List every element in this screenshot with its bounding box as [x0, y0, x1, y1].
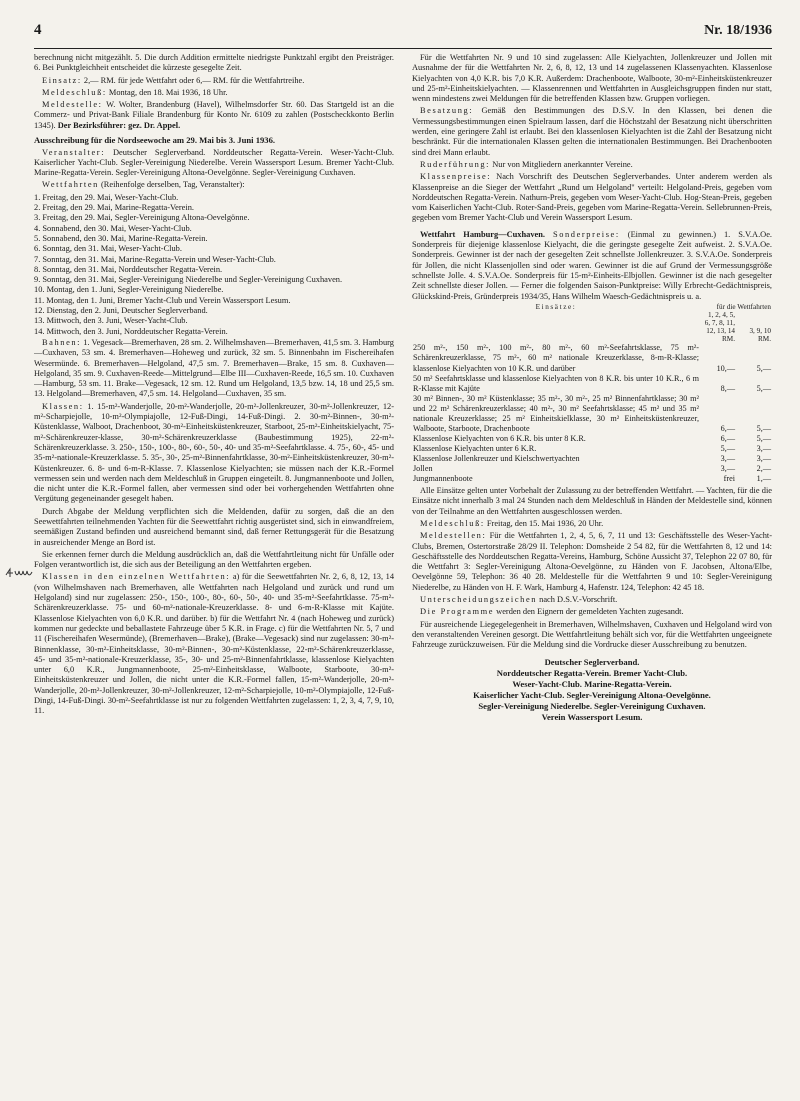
list-item: 6. Sonntag, den 31. Mai, Weser-Yacht-Club. — [34, 244, 182, 254]
einsatz-text: 2,— RM. für jede Wettfahrt oder 6,— RM. für die Wettfahrtreihe. — [83, 75, 305, 85]
issue-number: Nr. 18/1936 — [704, 23, 772, 38]
meldestelle-text: W. Wolter, Brandenburg (Havel), Wilhelmsdorfer Str. 60. Das Startgeld ist an die Commerz- und Privat-Bank Filiale Brandenburg für Konto Nr. 6109 zu zahlen (Postscheckkonto Berlin 1345). — [34, 100, 394, 130]
left-column — [34, 53, 394, 724]
bahnen-text: 1. Vegesack—Bremerhaven, 28 sm. 2. Wilhelmshaven—Bremerhaven, 41,5 sm. 3. Hamburg—Cuxhaven, 53 sm. 4. Bremerhaven—Hoheweg und zurück, 32 sm. 5. Binnenbahn im Fischereihafen Wesermünde. 6. Bremerhaven—Helgoland, 47,5 sm. 7. Bremerhaven—Brake, 15 sm. 8. Cuxhaven—Helgoland, 35 sm. 9. Cuxhaven-Reede—Mittelgrund—Elbe III—Cuxhaven-Reede, 16,5 sm. 10. Cuxhaven—Hamburg, 53 sm. 11. Brake—Vegesack, 12 sm. 12. Rund um Helgoland, 13,5 bzw. 14, 18 und 25,5 sm. 13. Helgoland—Bremerhaven, 47,5 sm. 14. Helgoland—Cuxhaven, 35 sm. — [34, 337, 394, 399]
hamburg-cuxhaven-title: Wettfahrt Hamburg—Cuxhaven. — [420, 229, 545, 239]
list-item: 5. Sonnabend, den 30. Mai, Marine-Regatta-Verein. — [34, 233, 208, 243]
bahnen-label: Bahnen: — [42, 337, 82, 347]
klassen-label: Klassen: — [42, 401, 84, 411]
klassen-wettfahrten-text: a) für die Seewettfahrten Nr. 2, 6, 8, 12, 13, 14 (von Wilhelmshaven nach Bremerhaven, alle Wettfahrten nach Helgoland und zurück und rund um Helgoland) sind nur zugelassen: 250-, 150-, 100-, 80-, 60-, 50-, 40- und 35-m²-Seefahrtklasse. 75-m²-Schärenkreuzerklasse. 75- und 60-m²-nationale-Kreuzerklasse. 8- und 6-m-R-Klasse mit Kajüte. Klassenlose Kielyachten von 6,0 K.R. und darüber. b) für die Wettfahrt Nr. 4 (nach Hoheweg und zurück) kommen nur gedeckte und beballastete Fahrzeuge über 5 K.R. in Frage. c) für die Wettfahrten Nr. 5, 7 und 11 (Fischereihafen Wesermünde), (Bremerhaven—Brake), (Brake—Vegesack) sind nur zugelassen: 30-m²-Binnenklasse, 30-m²-Einheitsklasse, 30-m²-Binnen-, 30-m²-Küstenklasse, 22-m²-Schärenkreuzerklasse, 45- und 35-m²-nationale-Kreuzerklasse, 35-, 30- und 25-m²-Binnenfahrtklasse, klassenlose Kielyachten unter 6,0 K.R., Jungmannenboote, 25-m²-Einheitsklasse, Walboote, Starboote, 30-m²-Einheitsküstenkreuzer und Jollen, die nicht unter die K.R.-Formel fallen, 15-m²-Wanderjolle, 20-m²-Wanderjolle, 20-m²-Jollenkreuzer, 30-m²-Jollenkreuzer, 12-m²-Scharpiejolle, 10-m²-Olympiajolle, 12-Fuß-Dingi, 14-Fuß-Dingi. 30-m²-Seefahrtklasse ist nur zu folgenden Wettfahrten zugelassen: 1, 2, 3, 4, 7, 9, 10, 11. — [34, 572, 394, 716]
meldeschluss-label: Meldeschluß: — [420, 518, 485, 528]
unterscheidungszeichen-text: nach D.S.V.-Vorschrift. — [539, 595, 618, 605]
meldestellen-label: Meldestellen: — [420, 531, 487, 541]
wettfahrten-note: (Reihenfolge derselben, Tag, Veranstalter): — [101, 180, 245, 190]
einsatz-paragraph — [34, 76, 394, 86]
signature-line: Segler-Vereinigung Niederelbe. Segler-Vereinigung Cuxhaven. — [478, 701, 706, 712]
einsaetze-table — [412, 304, 772, 484]
einsatz-label: Einsatz: — [42, 75, 82, 85]
list-item: 14. Mittwoch, den 3. Juni, Norddeutscher Regatta-Verein. — [34, 326, 228, 336]
einsaetze-label: Einsätze: — [535, 302, 577, 311]
wettfahrten-label: Wettfahrten — [42, 180, 99, 190]
table-row: Klassenlose Kielyachten von 6 K.R. bis unter 8 K.R. 6,— 5,— — [413, 433, 771, 443]
ruderfuehrung-text: Nur von Mitgliedern anerkannter Vereine. — [492, 159, 633, 169]
right-column — [412, 53, 772, 724]
list-item: 9. Sonntag, den 31. Mai, Segler-Vereinigung Niederelbe und Segler-Vereinigung Cuxhaven. — [34, 275, 343, 285]
list-item: 3. Freitag, den 29. Mai, Segler-Vereinigung Altona-Oevelgönne. — [34, 213, 250, 223]
haftung-paragraph: Sie erkennen ferner durch die Meldung ausdrücklich an, daß die Wettfahrtleitung nicht für Unfälle oder Folgen verantwortlich ist, die sich aus der Beteiligung an den Wettfahrten ergeben. — [34, 549, 394, 570]
programme-paragraph — [412, 607, 772, 617]
signature-line: Norddeutscher Regatta-Verein. Bremer Yacht-Club. — [496, 667, 688, 678]
handwritten-margin-mark — [4, 567, 34, 579]
meldestellen-text: Für die Wettfahrten 1, 2, 4, 5, 6, 7, 11 und 13: Geschäftsstelle des Weser-Yacht-Clubs, Bremen, Ostertorstraße 28/29 II. Telephon: Domsheide 2 54 82, für die Wettfahrten 8, 12 und 14: Geschäftsstelle des Norddeutschen Regatta-Vereins, Hamburg, Schöne Aussicht 37, Telephon 22 07 80, für die Wettfahrt 3: Segler-Vereinigung Altona-Oevelgönne, zu Händen von F. Jacobsen, Altona/Elbe, Oevelgönne 59, Telephon: 36 40 28. Meldestelle für die Wettfahrten 9 und 10: Segler-Vereinigung Niederelbe, zu Händen von H. F. Wark, Hamburg 4, Hafenstr. 124, Telephon: 42 45 18. — [412, 531, 772, 592]
fee-head-a: 1, 2, 4, 5, 6, 7, 8, 11, 12, 13, 14 — [704, 310, 735, 335]
meldeschluss-text: Freitag, den 15. Mai 1936, 20 Uhr. — [486, 518, 604, 528]
list-item: 10. Montag, den 1. Juni, Segler-Vereinigung Niederelbe. — [34, 285, 224, 295]
sonderpreise-label: Sonderpreise: — [552, 229, 620, 239]
besatzung-label: Besatzung: — [420, 106, 474, 116]
programme-text: werden den Eignern der gemeldeten Yachten zugesandt. — [496, 607, 684, 617]
unterscheidungszeichen-paragraph — [412, 595, 772, 605]
besatzung-text: Gemäß den Bestimmungen des D.S.V. In den Klassen, bei denen die Vermessungsbestimmungen einen Spielraum lassen, darf die Höchstzahl der Besatzung nicht überschritten werden, eine geringere Zahl ist erlaubt. Bei den klassenlosen Kielyachten ist die Zahl der Besatzung nicht beschränkt. Für die internationalen Klassen gelten die internationalen Bestimmungen. Bei Drachenbooten sind drei Mann erlaubt. — [412, 106, 772, 157]
table-row: 50 m² Seefahrtsklasse und klassenlose Kielyachten von 8 K.R. bis unter 10 K.R., 6 m R-Klasse mit Kajüte 8,— 5,— — [413, 373, 771, 393]
zulassung-paragraph: Für die Wettfahrten Nr. 9 und 10 sind zugelassen: Alle Kielyachten, Jollenkreuzer und Jollen mit Ausnahme der für die Wettfahrten Nr. 2, 6, 8, 12, 13 und 14 zugelassenen Klassenyachten. Klassenlose Kielyachten von 4,0 K.R. bis 7,0 K.R. Außerdem: Drachenboote, Walboote, 30-m²-Einheitsküstenkreuzer und 25-m²-Einheitskielyachten. — Klassenrennen und Wettfahrten in Ausgleichsgruppen finden nur statt, wenn mindestens zwei Meldungen für die betreffenden Klassen bzw. Gruppen vorliegen. — [412, 53, 772, 104]
signature-line: Kaiserlicher Yacht-Club. Segler-Vereinigung Altona-Oevelgönne. — [473, 690, 711, 701]
table-row: Jungmannenboote frei 1,— — [413, 474, 771, 484]
intro-text: berechnung nicht mitgezählt. 5. Die durch Addition ermittelte niedrigste Punktzahl ergibt den Preisträger. 6. Bei Punktgleichheit entscheidet die kürzeste gesegelte Zeit. — [34, 53, 394, 73]
meldung-paragraph: Durch Abgabe der Meldung verpflichten sich die Meldenden, dafür zu sorgen, daß die an den Seewettfahrten teilnehmenden Yachten für die Seewettfahrt richtig ausgerüstet sind, sich in einwandfreiem, seemäßigen Zustand befinden und ausreichend bemannt sind, daß ferner Rettungsgerät für die Besatzung in ausreichender Menge an Bord ist. — [34, 506, 394, 547]
klassenpreise-text: Nach Vorschrift des Deutschen Seglerverbandes. Unter anderem werden als Klassenpreise an die Sieger der Wettfahrt „Rund um Helgoland" verteilt: Helgoland-Preis, gegeben vom Norddeutschen Regatta-Verein. Nathurn-Preis, gegeben vom Weser-Yacht-Club. Hog-Stean-Preis, gegeben vom Kaiserlichen Yacht-Club. Roter-Sand-Preis, gegeben vom Marine-Regatta-Verein. Sellebrunnen-Preis, gegeben vom Bremer Yacht-Club und Verein Wassersport Lesum. — [412, 172, 772, 223]
table-row: 250 m²-, 150 m²-, 100 m²-, 80 m²-, 60 m²-Seefahrtsklasse, 75 m²-Schärenkreuzerklasse, 75 m²-, 60 m² nationale Kreuzerklasse, 8-m-R-Klasse; klassenlose Kielyachten von 10 K.R. und darüber 10,— 5,— — [413, 343, 771, 373]
klassen-wettfahrten-paragraph — [34, 572, 394, 716]
veranstalter-paragraph — [34, 148, 394, 179]
programme-label: Die Programme — [420, 607, 495, 617]
vorbehalt-paragraph: Alle Einsätze gelten unter Vorbehalt der Zulassung zu der betreffenden Wettfahrt. — Yachten, für die die Einsätze nicht innerhalb 3 mal 24 Stunden nach dem Meldeschluß in Händen der Meldestelle sind, können von der Teilnahme an den Wettfahrten ausgeschlossen werden. — [412, 486, 772, 516]
list-item: 7. Sonntag, den 31. Mai, Marine-Regatta-Verein und Weser-Yacht-Club. — [34, 254, 276, 264]
klassenpreise-paragraph — [412, 172, 772, 223]
bezirksfuehrer: Der Bezirksführer: gez. Dr. Appel. — [57, 120, 181, 130]
ruderfuehrung-label: Ruderführung: — [420, 159, 491, 169]
liegegelegenheit-paragraph: Für ausreichende Liegegelegenheit in Bremerhaven, Wilhelmshaven, Cuxhaven und Helgoland wird von den veranstaltenden Vereinen gesorgt. Die Wettfahrtleitung behält sich vor, für die Wettfahrten ungeeignete Fahrzeuge zurückzuweisen. Für die Meldung sind die Vordrucke dieser Ausschreibung zu benutzen. — [412, 619, 772, 650]
meldestelle-paragraph — [34, 100, 394, 131]
list-item: 11. Montag, den 1. Juni, Bremer Yacht-Club und Verein Wassersport Lesum. — [34, 295, 291, 305]
page-number: 4 — [34, 22, 42, 38]
fee-head-unit-b: RM. — [758, 334, 771, 343]
list-item: 13. Mittwoch, den 3. Juni, Weser-Yacht-Club. — [34, 316, 188, 326]
ruderfuehrung-paragraph — [412, 160, 772, 170]
table-row: Klassenlose Jollenkreuzer und Kielschwertyachten 3,— 3,— — [413, 453, 771, 463]
wettfahrten-heading — [34, 180, 394, 190]
klassen-wettfahrten-label: Klassen in den einzelnen Wettfahrten: — [42, 572, 231, 582]
list-item: 4. Sonnabend, den 30. Mai, Weser-Yacht-Club. — [34, 223, 192, 233]
fee-head-b: 3, 9, 10 — [749, 326, 771, 335]
table-row: Jollen 3,— 2,— — [413, 464, 771, 473]
signature-line: Deutscher Seglerverband. — [544, 656, 640, 667]
veranstalter-label: Veranstalter: — [42, 147, 106, 157]
fee-head-right: für die Wettfahrten — [716, 302, 771, 311]
meldestellen-paragraph — [412, 531, 772, 593]
signature-block — [412, 657, 772, 724]
wettfahrten-list — [34, 193, 394, 337]
meldeschluss-paragraph — [412, 519, 772, 529]
list-item: 2. Freitag, den 29. Mai, Marine-Regatta-Verein. — [34, 203, 195, 213]
table-row: Klassenlose Kielyachten unter 6 K.R. 5,— 3,— — [413, 443, 771, 453]
hamburg-cuxhaven-paragraph — [412, 230, 772, 302]
bahnen-paragraph — [34, 338, 394, 400]
header-rule — [34, 48, 772, 49]
signature-line: Weser-Yacht-Club. Marine-Regatta-Verein. — [512, 678, 672, 689]
meldeschluss-text: Montag, den 18. Mai 1936, 18 Uhr. — [108, 87, 228, 97]
list-item: 12. Dienstag, den 2. Juni, Deutscher Seglerverband. — [34, 306, 208, 316]
meldeschluss-label: Meldeschluß: — [42, 87, 107, 97]
section-title: Ausschreibung für die Nordseewoche am 29. Mai bis 3. Juni 1936. — [34, 135, 276, 146]
list-item: 8. Sonntag, den 31. Mai, Norddeutscher Regatta-Verein. — [34, 264, 223, 274]
table-row: 30 m² Binnen-, 30 m² Küstenklasse; 35 m²-, 30 m²-, 25 m² Binnenfahrtklasse; 30 m² und 22 m² Schärenkreuzerklasse; 40 m²-, 30 m² Seefahrtsklasse; 45 m² und 35 m² nationale Kreuzerklasse; 25 m² Einheitskielklasse, 30 m² Einheitsküstenkreuzer, Walboote, Starboote, Drachenboote 6,— 5,— — [413, 393, 771, 433]
meldeschluss-paragraph — [34, 88, 394, 98]
veranstalter-text: Deutscher Seglerverband. Norddeutscher Regatta-Verein. Weser-Yacht-Club. Kaiserlicher Yacht-Club. Segler-Vereinigung Niederelbe. Verein Wassersport Lesum. Bremer Yacht-Club. Marine-Regatta-Verein. Segler-Vereinigung Altona-Oevelgönne. Segler-Vereinigung Cuxhaven. — [34, 147, 394, 178]
klassen-paragraph — [34, 402, 394, 505]
signature-line: Verein Wassersport Lesum. — [541, 712, 643, 723]
list-item: 1. Freitag, den 29. Mai, Weser-Yacht-Club. — [34, 192, 179, 202]
besatzung-paragraph — [412, 106, 772, 157]
fee-head-unit-a: RM. — [722, 334, 735, 343]
meldestelle-label: Meldestelle: — [42, 100, 103, 110]
unterscheidungszeichen-label: Unterscheidungszeichen — [420, 595, 538, 605]
page-header — [34, 22, 772, 46]
klassenpreise-label: Klassenpreise: — [420, 172, 492, 182]
klassen-text: 1. 15-m²-Wanderjolle, 20-m²-Wanderjolle, 20-m²-Jollenkreuzer, 30-m²-Jollenkreuzer, 12-m²-Scharpiejolle, 10-m²-Olympiajolle, 12-Fuß-Dingi, 14-Fuß-Dingi. 2. 30-m²-Binnen-, 30-m²-Küstenklasse, Walboot, Drachenboot, 30-m²-Einheitsküstenkreuzer, Starboot, 25-m²-Einheitskielyacht, 75-m²-Schärenkreuzer-klasse, 30-m²-Schärenkreuzerklasse (Baubestimmung 1925), 22-m²-Schärenkreuzerklasse. 3. 250-, 150-, 100-, 80-, 60-, 50-, 40- und 35-m²-Seefahrtklasse. 4. 75-, 60-, 45- und 35-m²-nationale-Kreuzerklasse. 5. 35-, 30-, 25-m²-Binnenfahrtklasse, 30-m²-Einheitsküstenkreuzer, 30-m²-Küstenkreuzer. 6. 8- und 6-m-R-Klasse. 7. Klassenlose Kielyachten; sie müssen nach der K.R.-Formel vermessen sein und werden nach dem Meldeschluß in Gruppen eingeteilt. 8. Jungmannenboote und Jollen, die nicht unter die K.R.-Formel fallen, aber vermessen sind oder bei vorhergehenden Wettfahrten ohne Vergütung gegeneinander gesegelt haben. — [34, 401, 394, 504]
sonderpreise-text: (Einmal zu gewinnen.) 1. S.V.A.Oe. Sonderpreis für diejenige klassenlose Kielyacht, die die geringste gesegelte Zeit aufweist. 2. S.V.A.Oe. Sonderpreis. Gewinner ist der nach der gesegelten Zeit schnellste Jollenkreuzer. 3. S.V.A.Oe. Sonderpreis für Jollen, die nicht Klassenjollen sind oder waren. Gewinner ist die auf Grund der Vermessungsgröße schnellste Jolle. 4. S.V.A.Oe. Sonderpreis für 15-m²-Einheits-Elbjollen. Gewinner ist die nach gesegelter Zeit schnellste dieser Jollen. — Ferner die folgenden Saison-Punktpreise: Willy Erbrecht-Gedächtnispreis, Glückskind-Preis, Gründerpreis 1934/35, Hans Wilhelm Waesch-Gedächtnispreis u. a. — [412, 229, 772, 301]
